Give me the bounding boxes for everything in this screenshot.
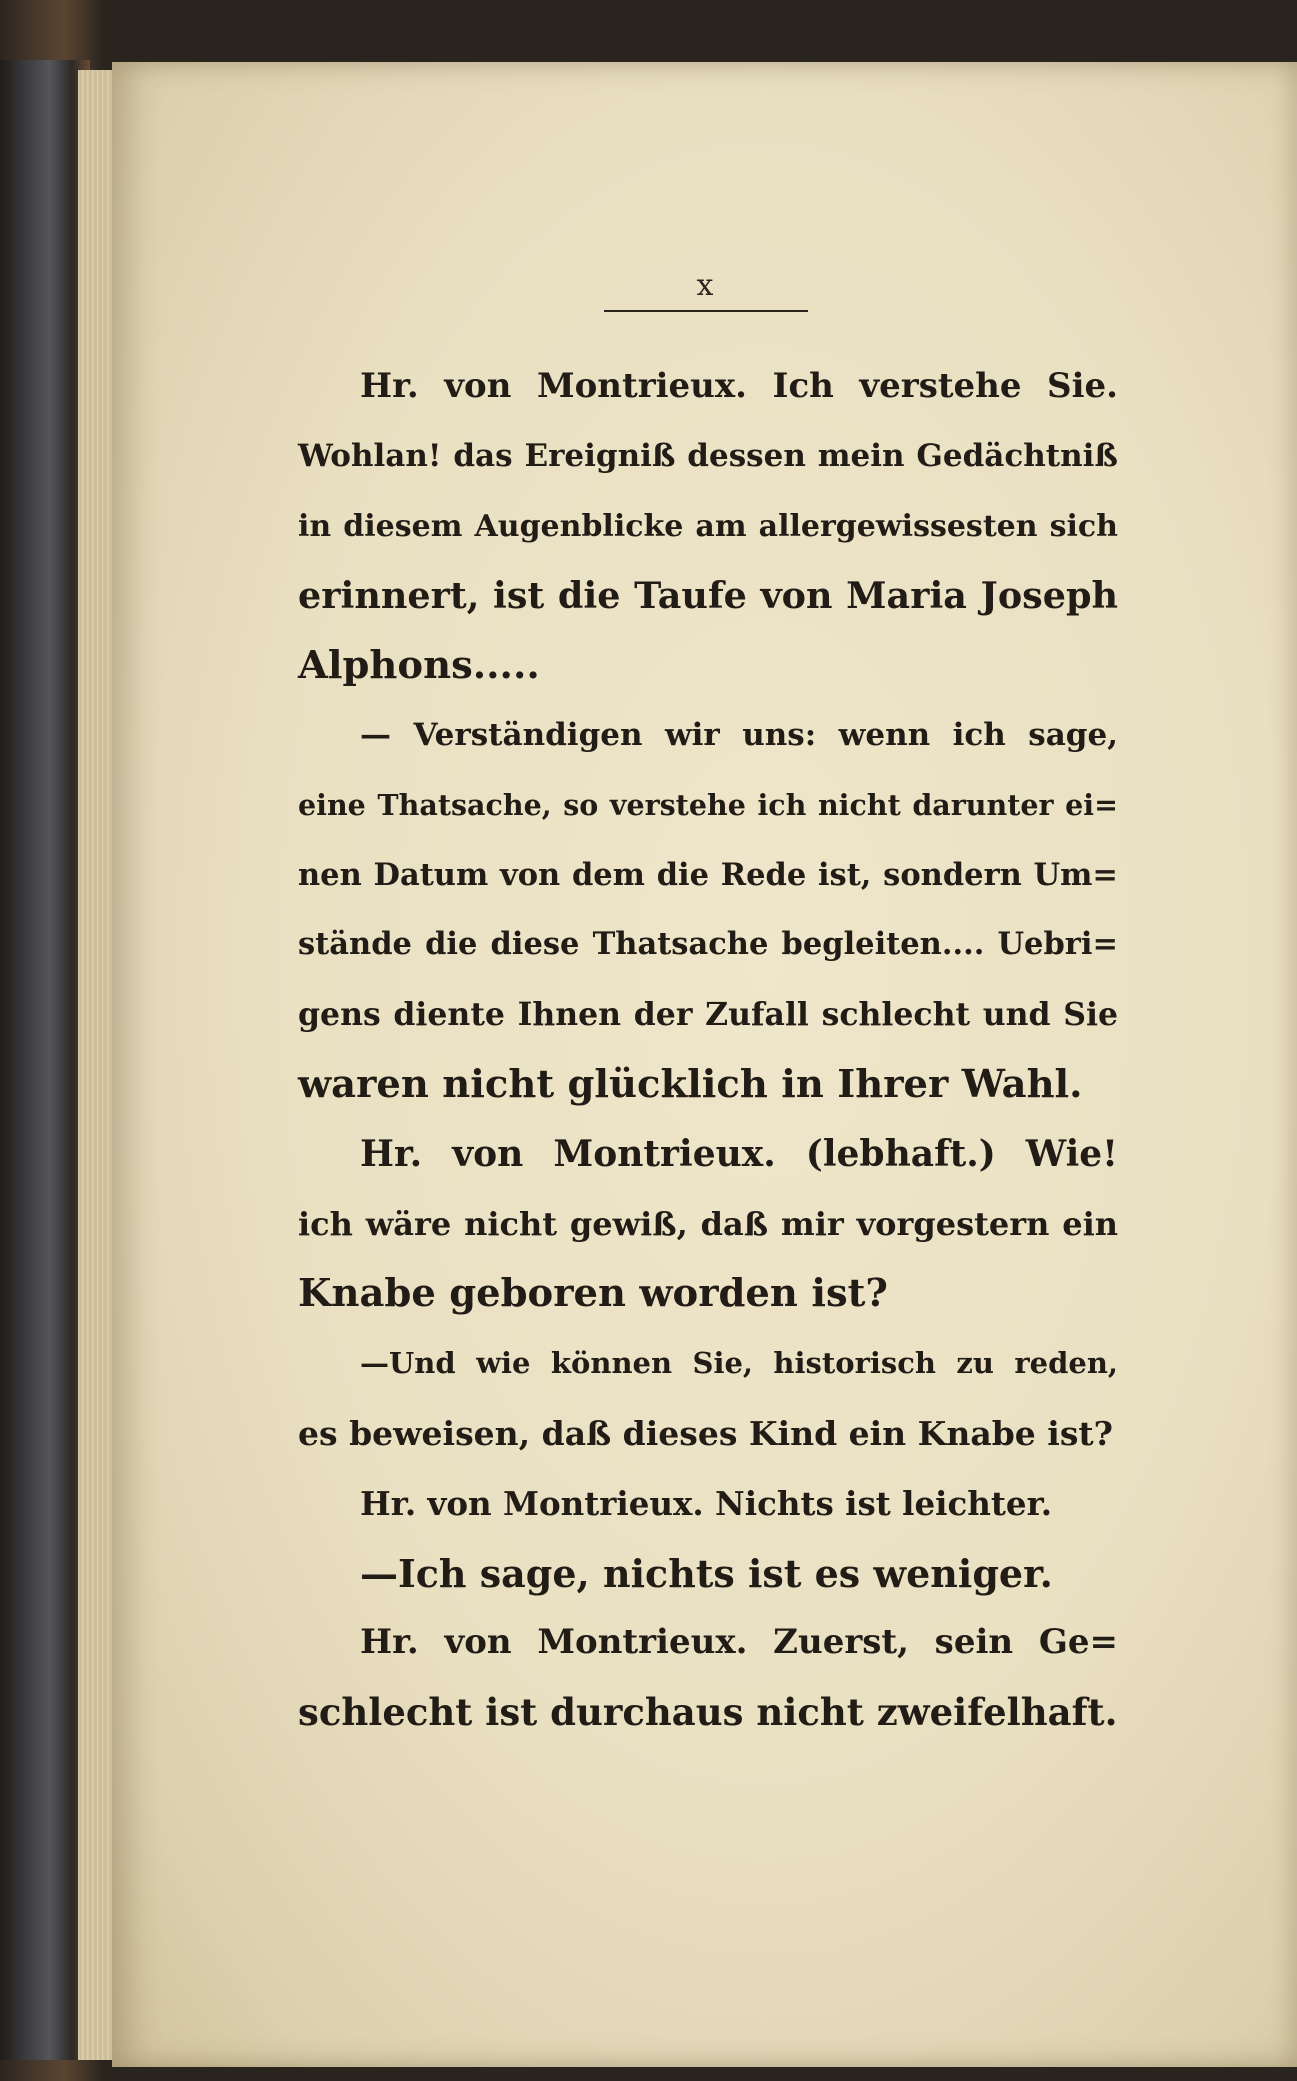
text-line: in diesem Augenblicke am allergewissesten sich bbox=[298, 508, 1118, 544]
paragraph bbox=[298, 1469, 1118, 1539]
text-line: —Ich sage, nichts ist es weniger. bbox=[360, 1550, 1053, 1596]
text-line: es beweisen, daß dieses Kind ein Knabe ist? bbox=[298, 1413, 1113, 1453]
text-line: stände die diese Thatsache begleiten.... Uebri= bbox=[298, 926, 1118, 963]
page-text bbox=[298, 352, 1118, 1748]
paragraph bbox=[298, 1329, 1118, 1469]
text-line: gens diente Ihnen der Zufall schlecht und Sie bbox=[298, 996, 1118, 1034]
text-line: schlecht ist durchaus nicht zweifelhaft. bbox=[298, 1690, 1118, 1735]
text-line: Hr. von Montrieux. Ich verstehe Sie. bbox=[360, 366, 1118, 406]
text-line: Hr. von Montrieux. (lebhaft.) Wie! bbox=[360, 1132, 1118, 1175]
text-line: erinnert, ist die Taufe von Maria Joseph bbox=[298, 574, 1118, 618]
text-line: Hr. von Montrieux. Zuerst, sein Ge= bbox=[360, 1622, 1118, 1663]
header-rule bbox=[604, 310, 808, 312]
text-line: Knabe geboren worden ist? bbox=[298, 1271, 888, 1317]
paragraph bbox=[298, 701, 1118, 1120]
text-line: ich wäre nicht gewiß, daß mir vorgestern ein bbox=[298, 1204, 1118, 1243]
page-header: x bbox=[696, 268, 714, 303]
paragraph bbox=[298, 1539, 1118, 1609]
book-cover-edge bbox=[0, 60, 90, 2060]
paragraph bbox=[298, 352, 1118, 701]
text-line: Hr. von Montrieux. Nichts ist leichter. bbox=[360, 1483, 1053, 1523]
text-line: eine Thatsache, so verstehe ich nicht darunter ei= bbox=[298, 787, 1118, 822]
text-line: Alphons..... bbox=[298, 643, 540, 689]
text-line: Wohlan! das Ereigniß dessen mein Gedächtniß bbox=[298, 437, 1118, 474]
text-line: — Verständigen wir uns: wenn ich sage, bbox=[360, 716, 1118, 753]
text-line: waren nicht glücklich in Ihrer Wahl. bbox=[298, 1061, 1083, 1107]
paragraph bbox=[298, 1120, 1118, 1329]
paragraph bbox=[298, 1608, 1118, 1748]
text-line: nen Datum von dem die Rede ist, sondern Um= bbox=[298, 856, 1118, 893]
text-line: —Und wie können Sie, historisch zu reden, bbox=[360, 1346, 1118, 1381]
